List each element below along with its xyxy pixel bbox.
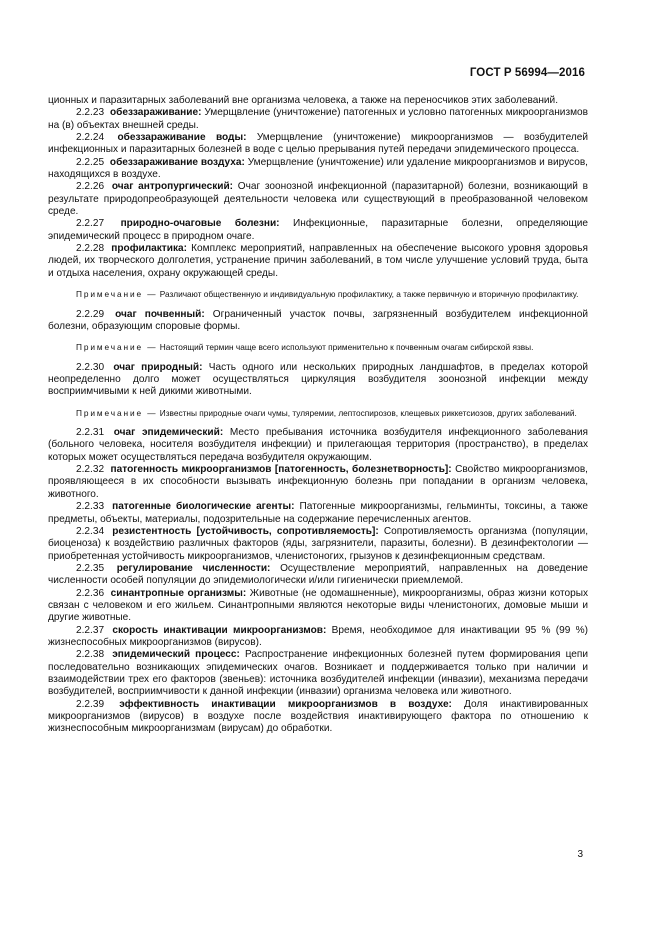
term-number: 2.2.29 xyxy=(76,308,105,320)
term-name: патогенные биологические агенты: xyxy=(112,501,295,513)
term-definition: Инфекционные, паразитарные болезни, определяющие эпидемический процесс в природном очаге. xyxy=(48,218,588,242)
term-name: скорость инактивации микроорганизмов: xyxy=(112,624,327,636)
term-definition: Патогенные микроорганизмы, гельминты, токсины, а также предметы, объекты, материалы, подозрительные на содержание перечисленных агентов. xyxy=(48,501,588,525)
term-number: 2.2.37 xyxy=(76,624,105,636)
term-definition: Распространение инфекционных болезней путем формирования цепи последовательно возникающих эпидемических очагов. Возникает и поддерживается только при наличии и взаимодействии трех его факторов (звеньев): источника возбудителей инфекции (инвазии), механизма передачи возбудителей, восприимчивости к данной инфекции (инвазии) организма человека или животного. xyxy=(48,649,589,698)
note-text: Настоящий термин чаще всего используют применительно к почвенным очагам сибирской язвы. xyxy=(159,342,534,353)
term-definition: Место пребывания источника возбудителя инфекционного заболевания (больного человека, носителя возбудителя инфекции) и прилегающая территория (пространство), в пределах которых может осуществляться передача возбудителя окружающим. xyxy=(48,427,588,463)
term-entry xyxy=(48,649,588,698)
term-name: природно-очаговые болезни: xyxy=(120,218,280,230)
term-name: обеззараживание воздуха: xyxy=(109,156,245,168)
term-entry xyxy=(48,309,588,334)
term-number: 2.2.28 xyxy=(76,243,105,255)
term-name: эпидемический процесс: xyxy=(112,649,240,661)
term-name: профилактика: xyxy=(111,243,187,255)
term-number: 2.2.25 xyxy=(76,156,105,168)
term-number: 2.2.26 xyxy=(76,181,105,193)
term-name: очаг почвенный: xyxy=(115,308,205,320)
term-entry xyxy=(48,526,588,563)
term-definition: Время, необходимое для инактивации 95 % (99 %) жизнеспособных микроорганизмов (вирусов). xyxy=(48,624,588,648)
term-number: 2.2.23 xyxy=(76,107,105,119)
term-entry xyxy=(48,107,588,132)
term-entry xyxy=(48,362,588,399)
term-name: очаг эпидемический: xyxy=(113,427,224,439)
term-definition: Умерщвление (уничтожение) патогенных и условно патогенных микроорганизмов на (в) объектах внешней среды. xyxy=(48,107,588,131)
term-name: обеззараживание воды: xyxy=(117,132,247,144)
term-entry xyxy=(48,218,588,243)
term-name: резистентность [устойчивость, сопротивляемость]: xyxy=(112,525,379,537)
term-name: очаг природный: xyxy=(113,361,203,373)
term-entry xyxy=(48,427,588,464)
note-label: Примечание — xyxy=(76,342,158,353)
term-entry xyxy=(48,181,588,218)
term-entry xyxy=(48,132,588,157)
term-name: патогенность микроорганизмов [патогенность, болезнетворность]: xyxy=(110,464,452,476)
note-text: Различают общественную и индивидуальную профилактику, а также первичную и вторичную профилактику. xyxy=(159,289,579,300)
term-definition: Животные (не одомашненные), микроорганизмы, образ жизни которых связан с человеком и его жильем. Синантропными являются некоторые виды членистоногих, домовые мыши и другие животные. xyxy=(48,587,589,624)
term-entry xyxy=(48,563,588,588)
term-name: эффективность инактивации микроорганизмов в воздухе: xyxy=(119,698,452,710)
term-entry xyxy=(48,625,588,650)
term-definition: Умерщвление (уничтожение) микроорганизмов — возбудителей инфекционных и паразитарных болезней в воде с целью прерывания путей передачи эпидемического процесса. xyxy=(48,132,588,156)
term-number: 2.2.38 xyxy=(76,649,105,661)
term-entry xyxy=(48,464,588,501)
term-definition: Умерщвление (уничтожение) или удаление микроорганизмов и вирусов, находящихся в воздухе. xyxy=(48,156,588,181)
continuation-paragraph: ционных и паразитарных заболеваний вне организма человека, а также на переносчиков этих заболеваний. xyxy=(48,95,559,106)
term-number: 2.2.31 xyxy=(76,427,105,439)
term-entry xyxy=(48,157,588,182)
term-entry xyxy=(48,699,588,736)
term-definition: Доля инактивированных микроорганизмов (вирусов) в воздухе после воздействия инактивирующего фактора по отношению к жизнеспособным микроорганизмам (вирусам) до обработки. xyxy=(48,698,589,735)
term-name: регулирование численности: xyxy=(116,562,271,574)
note-label: Примечание — xyxy=(76,407,158,418)
term-number: 2.2.35 xyxy=(76,562,105,574)
note-label: Примечание — xyxy=(76,289,158,300)
note-text: Известны природные очаги чумы, туляремии, лептоспирозов, клещевых риккетсиозов, других заболеваний. xyxy=(159,407,577,418)
page-number: 3 xyxy=(577,849,583,860)
term-definition: Свойство микроорганизмов, проявляющееся в их способности вызывать инфекционную болезнь при попадании в организм человека, животного. xyxy=(48,464,588,500)
term-note xyxy=(48,407,588,419)
term-number: 2.2.24 xyxy=(76,132,105,144)
term-note xyxy=(48,288,588,300)
term-number: 2.2.27 xyxy=(76,218,105,230)
term-name: очаг антропургический: xyxy=(111,181,234,193)
term-definition: Осуществление мероприятий, направленных на доведение численности особей популяции до эпидемиологически и/или гигиенически приемлемой. xyxy=(48,562,588,587)
term-definition: Сопротивляемость организма (популяции, биоценоза) к воздействию различных факторов (яды, загрязнители, паразиты, болезни). В дезинфектологии — приобретенная устойчивость микроорганизмов, членистоногих, грызунов к дезинфекционным средствам. xyxy=(48,525,589,562)
term-number: 2.2.36 xyxy=(76,587,105,599)
term-definition: Комплекс мероприятий, направленных на обеспечение высокого уровня здоровья людей, их творческого долголетия, устранение причин заболеваний, в том числе улучшение условий труда, быта и отдыха населения, охрану окружающей среды. xyxy=(48,243,588,279)
term-definition: Ограниченный участок почвы, загрязненный возбудителем инфекционной болезни, образующим споровые формы. xyxy=(48,308,588,332)
term-entry xyxy=(48,243,588,280)
term-name: синантропные организмы: xyxy=(110,587,247,599)
terms-body xyxy=(48,95,588,736)
term-note xyxy=(48,341,588,353)
term-number: 2.2.34 xyxy=(76,525,105,537)
term-number: 2.2.30 xyxy=(76,361,105,373)
term-number: 2.2.32 xyxy=(76,464,105,476)
standard-designation: ГОСТ Р 56994—2016 xyxy=(469,67,585,79)
term-entry xyxy=(48,588,588,625)
term-number: 2.2.33 xyxy=(76,501,105,513)
term-name: обеззараживание: xyxy=(109,107,202,119)
term-number: 2.2.39 xyxy=(76,698,105,710)
term-entry xyxy=(48,501,588,526)
term-definition: Очаг зоонозной инфекционной (паразитарной) болезни, возникающий в результате природопреобразующей деятельности человека или существующий в преобразованной человеком среде. xyxy=(48,181,588,218)
term-definition: Часть одного или нескольких природных ландшафтов, в пределах которой неопределенно долго может осуществляться циркуляция возбудителя зоонозной инфекции между восприимчивыми к ней дикими животными. xyxy=(48,361,588,398)
